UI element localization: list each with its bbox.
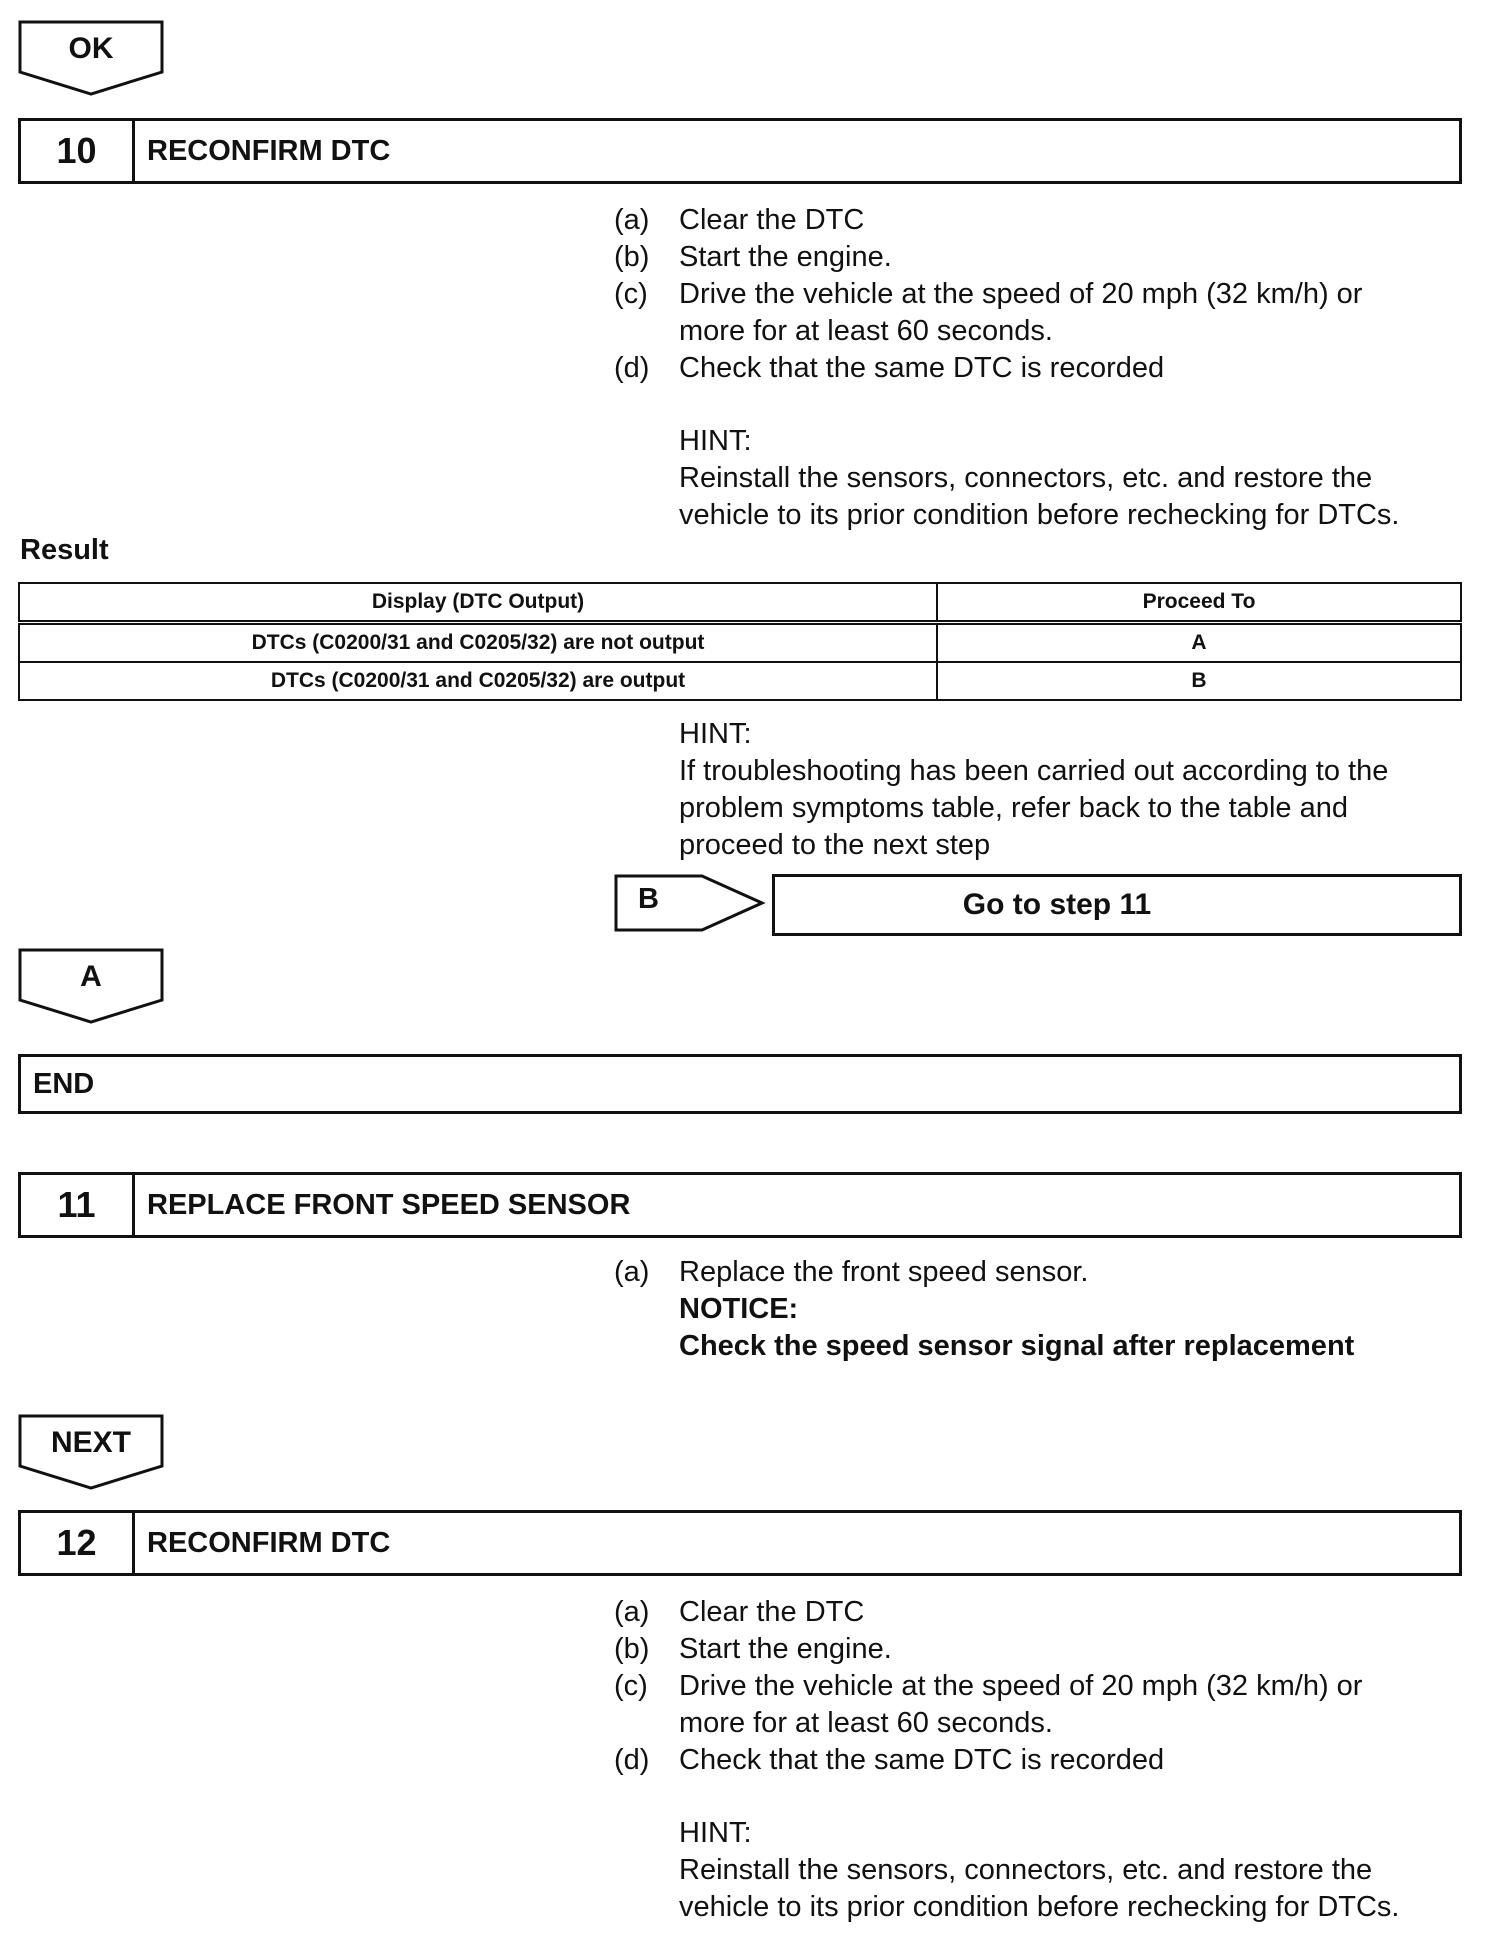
step-10-hint: [679, 423, 1479, 534]
goto-step-box: Go to step 11: [772, 874, 1462, 936]
table-cell: A: [937, 623, 1461, 663]
list-item: (d) Check that the same DTC is recorded: [614, 352, 1165, 384]
hint-title: HINT:: [679, 1817, 752, 1849]
a-flow-tag: [18, 948, 166, 1028]
ok-label: OK: [68, 32, 114, 65]
step-number: 11: [21, 1175, 135, 1235]
step-12-instructions: [614, 1594, 1474, 1779]
step-12-header: [18, 1510, 1462, 1576]
notice-text: Check the speed sensor signal after replacement: [679, 1330, 1355, 1362]
list-item: (a) Clear the DTC: [614, 204, 865, 236]
result-table: [18, 582, 1462, 701]
step-title: REPLACE FRONT SPEED SENSOR: [147, 1188, 631, 1221]
step-number: 12: [21, 1513, 135, 1573]
list-item: (a) Clear the DTC: [614, 1596, 865, 1628]
hint-text: Reinstall the sensors, connectors, etc. and restore the vehicle to its prior condition before rechecking for DTCs.: [679, 462, 1400, 531]
step-title: RECONFIRM DTC: [147, 134, 391, 167]
step-number: 10: [21, 121, 135, 181]
end-box: END: [18, 1054, 1462, 1114]
step-10-header: [18, 118, 1462, 184]
hint-title: HINT:: [679, 425, 752, 457]
notice-text-row: [614, 1328, 1474, 1365]
hint-text: If troubleshooting has been carried out according to the problem symptoms table, refer back to the table and proceed to the next step: [679, 755, 1389, 861]
step-12-hint: [679, 1815, 1479, 1926]
a-label: A: [80, 960, 102, 993]
table-header: Proceed To: [937, 583, 1461, 623]
step-11-instructions: [614, 1254, 1474, 1365]
hint-text: Reinstall the sensors, connectors, etc. and restore the vehicle to its prior condition before rechecking for DTCs.: [679, 1854, 1400, 1923]
next-flow-tag: [18, 1414, 166, 1494]
table-cell: DTCs (C0200/31 and C0205/32) are output: [19, 662, 937, 700]
table-row: [19, 623, 1461, 663]
result-label: Result: [20, 534, 109, 566]
table-cell: B: [937, 662, 1461, 700]
table-header: Display (DTC Output): [19, 583, 937, 623]
list-item: (c) Drive the vehicle at the speed of 20 mph (32 km/h) or more for at least 60 seconds.: [614, 1670, 1363, 1739]
b-label: B: [638, 883, 659, 915]
list-item: (c) Drive the vehicle at the speed of 20 mph (32 km/h) or more for at least 60 seconds.: [614, 278, 1363, 347]
step-title: RECONFIRM DTC: [147, 1526, 391, 1559]
notice-title-row: [614, 1291, 1474, 1328]
step-11-header: [18, 1172, 1462, 1238]
list-item: (b) Start the engine.: [614, 241, 892, 273]
list-item: (d) Check that the same DTC is recorded: [614, 1744, 1165, 1776]
b-flow-tag: [614, 874, 766, 932]
table-row: [19, 662, 1461, 700]
list-item: (a) Replace the front speed sensor.: [614, 1256, 1089, 1288]
hint-title: HINT:: [679, 718, 752, 750]
result-hint: [679, 716, 1479, 864]
arrow-right-icon: [614, 874, 766, 932]
next-label: NEXT: [50, 1426, 131, 1459]
ok-flow-tag: [18, 20, 166, 100]
notice-title: NOTICE:: [679, 1293, 799, 1325]
table-cell: DTCs (C0200/31 and C0205/32) are not output: [19, 623, 937, 663]
list-item: (b) Start the engine.: [614, 1633, 892, 1665]
step-10-instructions: [614, 202, 1474, 387]
